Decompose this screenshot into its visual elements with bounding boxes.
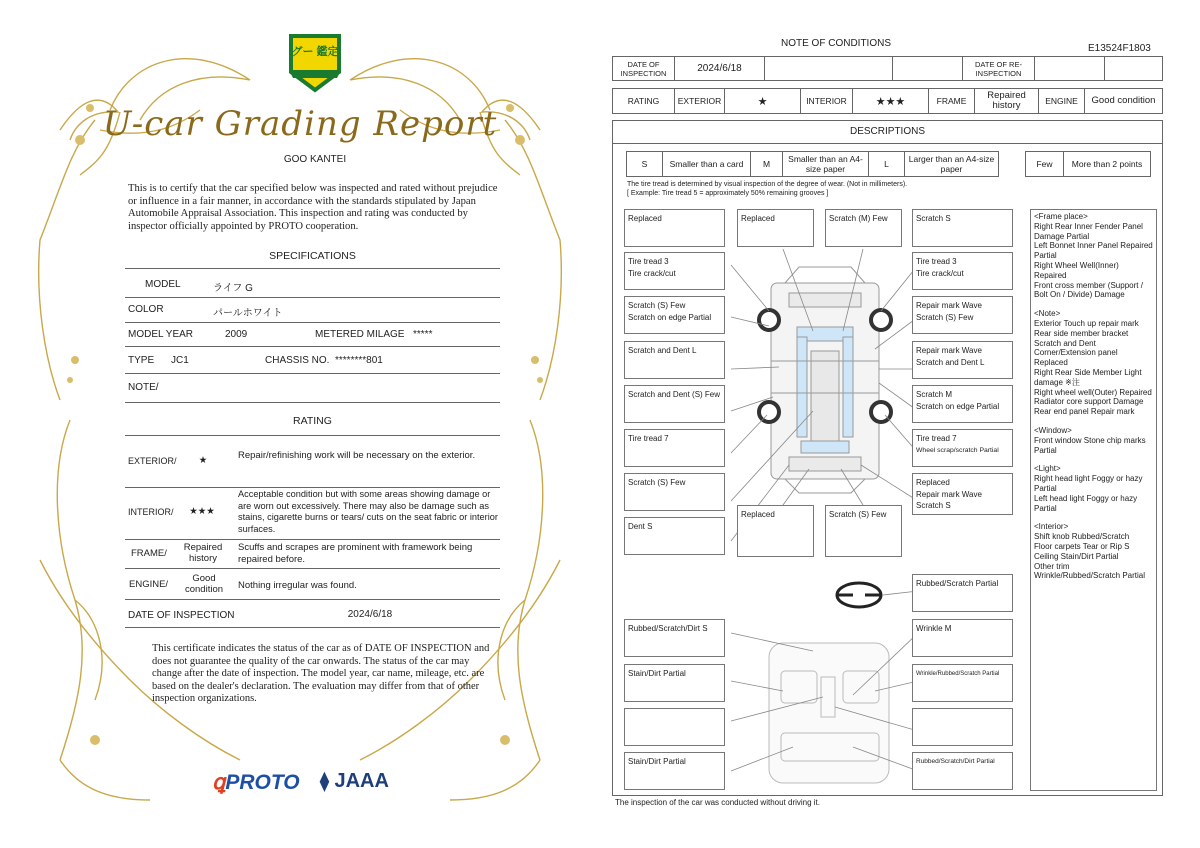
org-name: GOO KANTEI bbox=[283, 154, 347, 165]
spec-row-color bbox=[125, 298, 500, 323]
conditions-title: NOTE OF CONDITIONS bbox=[781, 38, 891, 49]
box-front-center-right bbox=[825, 209, 902, 247]
damage-note: Scratch and Dent (S) Few bbox=[628, 390, 721, 399]
note-of-conditions bbox=[606, 0, 1200, 848]
spec-row-type bbox=[125, 347, 500, 374]
legend-m: M bbox=[751, 152, 783, 177]
rating-row-interior bbox=[125, 488, 500, 540]
color-value: パールホワイト bbox=[213, 308, 283, 319]
damage-note: Scratch on edge Partial bbox=[916, 402, 1000, 411]
box-rear-left bbox=[737, 505, 814, 557]
legend-few-desc: More than 2 points bbox=[1064, 152, 1151, 177]
box-right-5 bbox=[912, 429, 1013, 467]
rating-row-exterior bbox=[125, 436, 500, 488]
divider bbox=[125, 268, 500, 269]
engine-value: Good condition bbox=[1085, 89, 1163, 114]
reinspection-label: DATE OF RE-INSPECTION bbox=[963, 57, 1035, 81]
spec-row-note bbox=[125, 374, 500, 400]
damage-note: Scratch and Dent L bbox=[628, 346, 697, 355]
box-left-2 bbox=[624, 296, 725, 334]
note-label: NOTE/ bbox=[128, 382, 159, 393]
interior-stars: ★★★ bbox=[189, 506, 215, 517]
notes-window: <Window> Front window Stone chip marks Partial bbox=[1034, 425, 1146, 455]
inspection-dates-table bbox=[612, 56, 1163, 81]
box-left-5 bbox=[624, 429, 725, 467]
type-value: JC1 bbox=[171, 355, 189, 366]
inspection-disclaimer: The inspection of the car was conducted without driving it. bbox=[615, 798, 820, 807]
damage-note: Repair mark Wave bbox=[916, 346, 982, 355]
damage-note: Wrinkle/Rubbed/Scratch Partial bbox=[916, 671, 1000, 677]
spec-row-model bbox=[125, 270, 500, 298]
jaaa-logo-icon: ⧫ bbox=[320, 771, 329, 791]
damage-note: Scratch M bbox=[916, 390, 953, 399]
rating-label: RATING bbox=[613, 89, 675, 114]
damage-note: Scratch (S) Few bbox=[628, 301, 686, 310]
box-interior-left-1 bbox=[624, 619, 725, 657]
model-year-value: 2009 bbox=[225, 329, 248, 340]
tread-note-1: The tire tread is determined by visual inspection of the degree of wear. (Not in millimeters). bbox=[627, 181, 908, 188]
damage-note: Scratch (S) Few bbox=[628, 478, 686, 487]
proto-logo bbox=[212, 770, 300, 795]
exterior-label: EXTERIOR/ bbox=[128, 456, 177, 466]
damage-note: Stain/Dirt Partial bbox=[628, 757, 686, 766]
rating-row-frame bbox=[125, 540, 500, 569]
damage-note: Scratch and Dent L bbox=[916, 358, 985, 367]
goo-kantei-badge-icon bbox=[287, 32, 343, 94]
notes-note: <Note> Exterior Touch up repair mark Rear side member bracket Scratch and Dent Corner/Extension panel Replaced Right Rear Side Member Light damage ※注 Right wheel well(Outer) Repaired Radiator core support Damage Rear end panel Repair mark bbox=[1034, 309, 1152, 417]
box-interior-left-4 bbox=[624, 752, 725, 790]
engine-value: Good condition bbox=[184, 573, 224, 595]
engine-label: ENGINE/ bbox=[129, 579, 169, 590]
damage-note: Rubbed/Scratch/Dirt Partial bbox=[916, 758, 995, 765]
damage-note: Replaced bbox=[741, 510, 775, 519]
rating-row-engine bbox=[125, 569, 500, 600]
blank-cell bbox=[1105, 57, 1163, 81]
rating-heading: RATING bbox=[125, 402, 500, 436]
damage-note: Scratch on edge Partial bbox=[628, 313, 712, 322]
box-front-center-left bbox=[737, 209, 814, 247]
box-interior-left-2 bbox=[624, 664, 725, 702]
box-interior-right-1 bbox=[912, 619, 1013, 657]
engine-label: ENGINE bbox=[1039, 89, 1085, 114]
box-interior-right-3 bbox=[912, 708, 1013, 746]
box-left-6 bbox=[624, 473, 725, 511]
exterior-label: EXTERIOR bbox=[675, 89, 725, 114]
interior-stars: ★★★ bbox=[853, 89, 929, 114]
box-left-7 bbox=[624, 517, 725, 555]
jaaa-logo bbox=[320, 770, 389, 793]
frame-label: FRAME/ bbox=[131, 548, 167, 559]
box-left-1 bbox=[624, 252, 725, 290]
notes-light: <Light> Right head light Foggy or hazy Partial Left head light Foggy or hazy Partial bbox=[1034, 464, 1143, 513]
reinspection-value bbox=[1035, 57, 1105, 81]
car-exterior-outline bbox=[771, 267, 879, 493]
exterior-desc: Repair/refinishing work will be necessary on the exterior. bbox=[238, 450, 476, 461]
date-inspection-label: DATE OF INSPECTION bbox=[613, 57, 675, 81]
interior-label: INTERIOR/ bbox=[128, 507, 174, 517]
damage-note: Replaced bbox=[628, 214, 662, 223]
box-left-3 bbox=[624, 341, 725, 379]
box-right-6 bbox=[912, 473, 1013, 515]
interior-desc: Acceptable condition but with some areas showing damage or are worn out excessively. There may also be damage such as stains, cigarette burns or tears/ cuts on the seat fabric or interior surfaces. bbox=[238, 489, 498, 534]
chassis-label: CHASSIS NO. bbox=[265, 355, 330, 366]
frame-label: FRAME bbox=[929, 89, 975, 114]
legend-l-desc: Larger than an A4-size paper bbox=[905, 152, 999, 177]
date-value: 2024/6/18 bbox=[347, 609, 393, 620]
damage-note: Tire crack/cut bbox=[916, 269, 964, 278]
car-interior-outline bbox=[769, 643, 889, 783]
damage-note: Scratch (M) Few bbox=[829, 214, 888, 223]
certificate-intro: This is to certify that the car specified below was inspected and rated without prejudice or influence in a fair manner, in accordance with the standards stipulated by Japan Automobile Appraisal Association. This inspection and rating was conducted by inspector officially appointed by PROTO cooperation. bbox=[128, 183, 498, 232]
proto-logo-icon: ꝗ bbox=[212, 771, 226, 794]
jaaa-logo-text: JAAA bbox=[334, 770, 389, 792]
interior-label: INTERIOR bbox=[801, 89, 853, 114]
legend-s: S bbox=[627, 152, 663, 177]
damage-note: Tire tread 7 bbox=[916, 434, 957, 443]
notes-interior: <Interior> Shift knob Rubbed/Scratch Floor carpets Tear or Rip S Ceiling Stain/Dirt Partial Other trim Wrinkle/Rubbed/Scratch Partial bbox=[1034, 522, 1146, 581]
damage-note: Scratch (S) Few bbox=[916, 313, 974, 322]
damage-note: Dent S bbox=[628, 522, 653, 531]
condition-notes bbox=[1030, 209, 1157, 791]
spec-row-model-year bbox=[125, 323, 500, 347]
blank-cell bbox=[765, 57, 893, 81]
engine-desc: Nothing irregular was found. bbox=[238, 580, 357, 591]
specifications-heading: SPECIFICATIONS bbox=[269, 250, 356, 262]
damage-note: Scratch S bbox=[916, 501, 951, 510]
metered-value: ***** bbox=[413, 329, 433, 340]
rating-row-date bbox=[125, 600, 500, 628]
box-right-2 bbox=[912, 296, 1013, 334]
metered-label: METERED MILAGE bbox=[315, 329, 405, 340]
damage-note: Tire tread 3 bbox=[916, 257, 957, 266]
box-interior-left-3 bbox=[624, 708, 725, 746]
box-interior-right-4 bbox=[912, 752, 1013, 790]
box-front-left bbox=[624, 209, 725, 247]
frame-value: Repaired history bbox=[183, 542, 223, 564]
model-label: MODEL bbox=[145, 279, 181, 290]
damage-note: Wheel scrap/scratch Partial bbox=[916, 447, 999, 454]
blank-cell bbox=[893, 57, 963, 81]
damage-note: Repair mark Wave bbox=[916, 301, 982, 310]
exterior-stars: ★ bbox=[725, 89, 801, 114]
box-steering bbox=[912, 574, 1013, 612]
damage-note: Rubbed/Scratch/Dirt S bbox=[628, 624, 708, 633]
model-value: ライフ G bbox=[213, 283, 253, 294]
damage-note: Wrinkle M bbox=[916, 624, 952, 633]
damage-note: Stain/Dirt Partial bbox=[628, 669, 686, 678]
damage-note: Repair mark Wave bbox=[916, 489, 982, 499]
exterior-stars: ★ bbox=[198, 455, 208, 466]
model-year-label: MODEL YEAR bbox=[128, 329, 194, 340]
proto-logo-text: PROTO bbox=[225, 771, 300, 794]
report-title: U-car Grading Report bbox=[102, 104, 498, 144]
box-right-3 bbox=[912, 341, 1013, 379]
damage-note: Tire crack/cut bbox=[628, 269, 676, 278]
notes-frame-place: <Frame place> Right Rear Inner Fender Panel Damage Partial Left Bonnet Inner Panel Repaired Partial Right Wheel Well(Inner) Repaired Front cross member (Support / Bolt On / Divide) Damage bbox=[1034, 212, 1153, 300]
damage-note: Scratch (S) Few bbox=[829, 510, 887, 519]
descriptions-panel bbox=[612, 120, 1163, 796]
descriptions-heading: DESCRIPTIONS bbox=[849, 126, 925, 137]
legend-s-desc: Smaller than a card bbox=[663, 152, 751, 177]
damage-note: Replaced bbox=[916, 478, 950, 487]
date-label: DATE OF INSPECTION bbox=[128, 610, 235, 621]
frame-value: Repaired history bbox=[975, 89, 1039, 114]
box-interior-right-2 bbox=[912, 664, 1013, 702]
damage-note: Tire tread 3 bbox=[628, 257, 669, 266]
certificate-footer: This certificate indicates the status of the car as of DATE OF INSPECTION and does not guarantee the quality of the car onwards. The status of the car may change after the date of inspection. The model year, car name, mileage, etc. are based on the dealer's declaration. The evaluation may differ from that of other inspection organizations. bbox=[152, 643, 490, 705]
reference-number: E13524F1803 bbox=[1088, 43, 1151, 54]
type-label: TYPE bbox=[128, 355, 155, 366]
steering-wheel-icon bbox=[837, 583, 881, 607]
damage-note: Tire tread 7 bbox=[628, 434, 669, 443]
chassis-value: ********801 bbox=[335, 355, 383, 366]
box-left-4 bbox=[624, 385, 725, 423]
damage-note: Rubbed/Scratch Partial bbox=[916, 579, 999, 588]
date-inspection-value: 2024/6/18 bbox=[675, 57, 765, 81]
box-rear-right bbox=[825, 505, 902, 557]
damage-note: Replaced bbox=[741, 214, 775, 223]
color-label: COLOR bbox=[128, 304, 164, 315]
badge-text: グー 鑑定 bbox=[291, 46, 339, 58]
tread-note-2: [ Example: Tire tread 5 = approximately 50% remaining grooves ] bbox=[627, 190, 829, 197]
box-right-1 bbox=[912, 252, 1013, 290]
rating-table bbox=[612, 88, 1163, 114]
frame-desc: Scuffs and scrapes are prominent with framework being repaired before. bbox=[238, 542, 473, 565]
box-front-right bbox=[912, 209, 1013, 247]
legend-m-desc: Smaller than an A4-size paper bbox=[783, 152, 869, 177]
damage-note: Scratch S bbox=[916, 214, 951, 223]
legend-few: Few bbox=[1026, 152, 1064, 177]
box-right-4 bbox=[912, 385, 1013, 423]
legend-l: L bbox=[869, 152, 905, 177]
